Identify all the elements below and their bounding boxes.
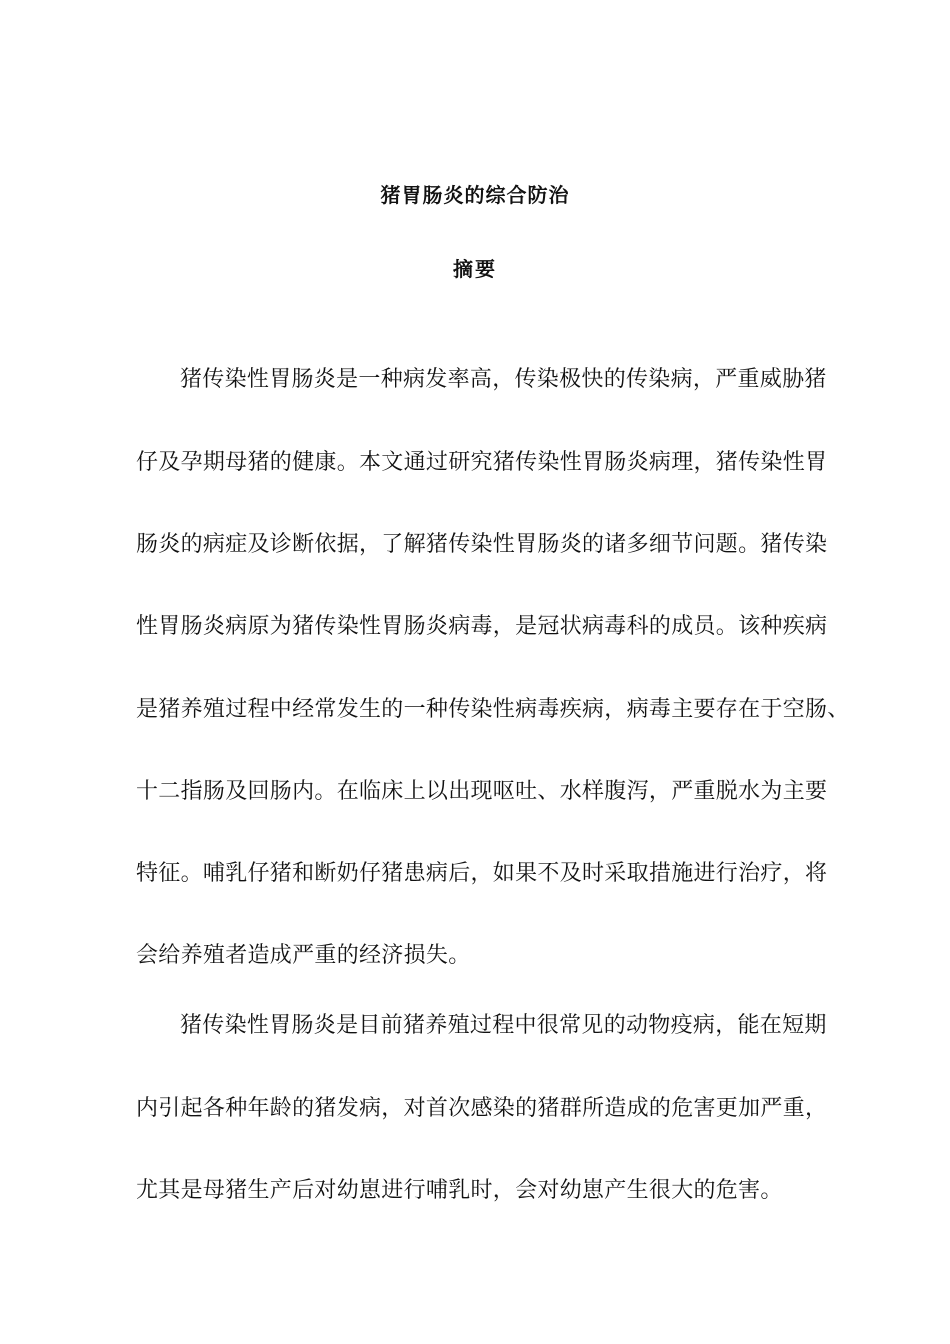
text-line: 仔及孕期母猪的健康。本文通过研究猪传染性胃肠炎病理，猪传染性胃 xyxy=(136,450,828,475)
document-title: 猪胃肠炎的综合防治 xyxy=(380,183,570,207)
text-line: 性胃肠炎病原为猪传染性胃肠炎病毒，是冠状病毒科的成员。该种疾病 xyxy=(136,614,828,639)
text-line: 内引起各种年龄的猪发病，对首次感染的猪群所造成的危害更加严重， xyxy=(136,1096,828,1121)
abstract-heading: 摘要 xyxy=(453,257,497,281)
text-line: 猪传染性胃肠炎是一种病发率高，传染极快的传染病，严重威胁猪 xyxy=(180,367,827,392)
text-line: 是猪养殖过程中经常发生的一种传染性病毒疾病，病毒主要存在于空肠、 xyxy=(136,697,850,722)
text-line: 十二指肠及回肠内。在临床上以出现呕吐、水样腹泻，严重脱水为主要 xyxy=(136,779,828,804)
text-line: 肠炎的病症及诊断依据，了解猪传染性胃肠炎的诸多细节问题。猪传染 xyxy=(136,532,828,557)
text-line: 尤其是母猪生产后对幼崽进行哺乳时，会对幼崽产生很大的危害。 xyxy=(136,1178,783,1203)
text-line: 会给养殖者造成严重的经济损失。 xyxy=(136,943,471,968)
text-line: 特征。哺乳仔猪和断奶仔猪患病后，如果不及时采取措施进行治疗，将 xyxy=(136,861,828,886)
text-line: 猪传染性胃肠炎是目前猪养殖过程中很常见的动物疫病，能在短期 xyxy=(180,1013,827,1038)
